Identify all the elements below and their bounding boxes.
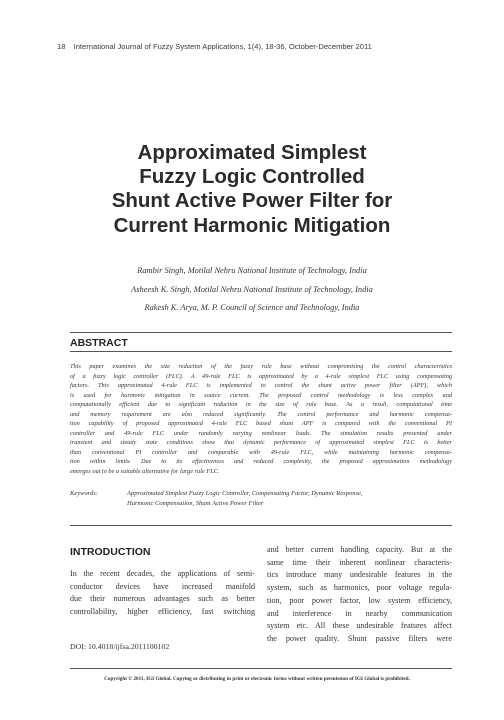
body-line: In the recent decades, the applications of semi- — [70, 569, 255, 578]
abstract-line: computationally efficient due to significant reduction in the size of rule base. As a result, computational time — [70, 401, 452, 408]
body-line: tics introduce many undesirable features in the — [267, 570, 452, 580]
journal-citation: International Journal of Fuzzy System Applications, 1(4), 18-36, October-December 2011 — [73, 42, 372, 51]
body-line: conductor devices have increased manifold — [70, 581, 255, 591]
abstract-line: than conventional PI controller and comparable with 49-rule FLC, while maintaining harmonic compensa- — [70, 448, 452, 456]
introduction-heading: INTRODUCTION — [70, 546, 151, 558]
footer-divider — [70, 668, 452, 669]
divider — [70, 332, 452, 333]
abstract-body — [70, 362, 452, 476]
introduction-left-column — [70, 568, 255, 619]
copyright-notice: Copyright © 2011, IGI Global. Copying or distributing in print or electronic forms without written permission of IGI Global is prohibited. — [104, 676, 410, 682]
keywords-line: Approximated Simplest Fuzzy Logic Controller, Compensating Factor, Dynamic Response, — [127, 490, 363, 497]
abstract-line: tion within limits. Due to its effectiveness and reduced complexity, the proposed approximation methodology — [70, 458, 452, 465]
paper-title — [60, 141, 444, 238]
title-line: Current Harmonic Mitigation — [113, 213, 391, 237]
abstract-line: factors. This approximated 4-rule FLC is implemented to control the shunt active power filter (APF), which — [70, 382, 452, 389]
page-number: 18 — [57, 42, 66, 51]
abstract-line: of a fuzzy logic controller (FLC). A 49-rule FLC is approximated by a 4-rule simplest FLC using compensating — [70, 372, 452, 380]
abstract-line: This paper examines the size reduction of the fuzzy rule base without compromising the control characteristics — [70, 363, 452, 370]
body-line: due their numerous advantages such as better — [70, 594, 255, 604]
keywords-label: Keywords: — [70, 490, 98, 497]
body-line: tion, poor power factor, low system efficiency, — [267, 595, 452, 605]
divider — [70, 351, 452, 352]
author-list — [60, 264, 444, 320]
title-line: Fuzzy Logic Controlled — [139, 165, 365, 189]
body-line: and better current handling capacity. But at the — [267, 545, 452, 554]
keywords-line: Harmonic Compensation, Shunt Active Power Filter — [127, 500, 264, 507]
keywords-list — [127, 489, 452, 509]
body-line: same time their inherent nonlinear characteris- — [267, 557, 452, 567]
divider — [70, 525, 452, 526]
abstract-line: tion capability of proposed approximated 4-rule FLC based shunt APF is compared with the conventional PI — [70, 420, 452, 427]
author-affiliation: Rambir Singh, Motilal Nehru National Institute of Technology, India — [137, 266, 367, 275]
title-line: Shunt Active Power Filter for — [111, 189, 393, 213]
body-line: system etc. All these undesirable features affect — [267, 621, 452, 631]
body-line: and interference in nearby communication — [267, 608, 452, 618]
running-header — [57, 42, 457, 51]
abstract-line: and memory requirement are also reduced significantly. The control performance and harmonic compensa- — [70, 410, 452, 418]
body-line: the power quality. Shunt passive filters were — [267, 633, 452, 643]
abstract-line: transient and steady state conditions show that dynamic performance of approximated simplest FLC is better — [70, 439, 452, 446]
abstract-line: emerges out to be a suitable alternative for large rule FLC. — [70, 467, 220, 475]
abstract-line: is used for harmonic mitigation in source current. The proposed control methodology is less complex and — [70, 391, 452, 399]
body-line: system, such as harmonics, poor voltage regula- — [267, 583, 452, 593]
abstract-line: controller and 49-rule FLC under randomly varying nonlinear loads. The simulation results presented under — [70, 429, 452, 437]
author-affiliation: Asheesh K. Singh, Motilal Nehru National Institute of Technology, India — [131, 284, 373, 294]
abstract-heading: ABSTRACT — [70, 337, 128, 349]
doi: DOI: 10.4018/ijfsa.2011100102 — [70, 642, 170, 651]
title-line: Approximated Simplest — [137, 141, 367, 164]
introduction-right-column — [267, 544, 452, 646]
body-line: controllability, higher efficiency, fast switching — [70, 607, 255, 617]
author-affiliation: Rakesh K. Arya, M. P. Council of Science and Technology, India — [144, 303, 360, 312]
